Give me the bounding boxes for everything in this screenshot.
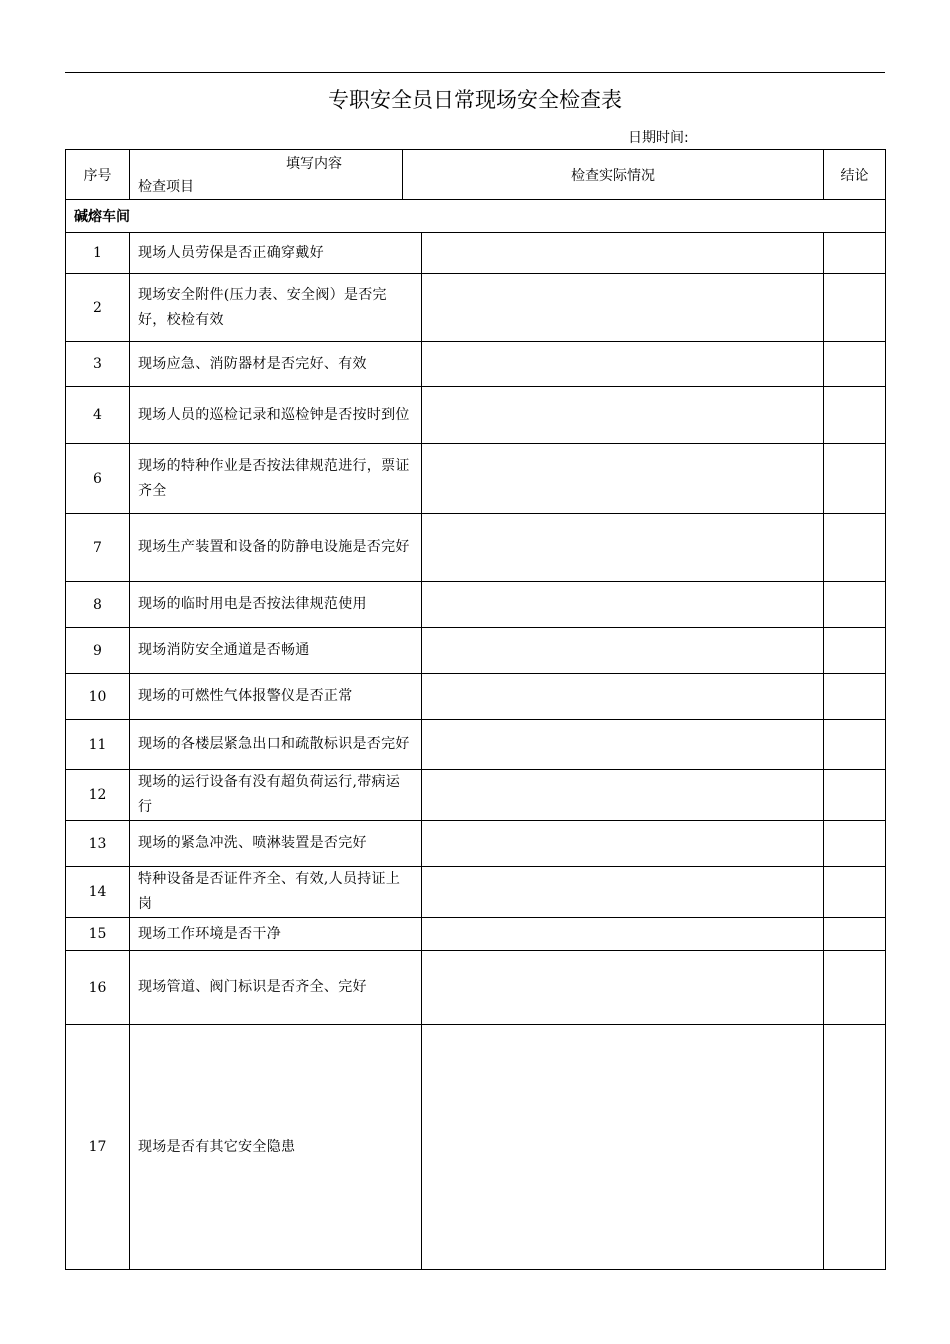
row-item: 现场工作环境是否干净 (130, 918, 422, 951)
row-item: 现场的运行设备有没有超负荷运行,带病运行 (130, 770, 422, 821)
table-row (66, 674, 886, 720)
row-number: 15 (66, 918, 130, 951)
row-number: 11 (66, 720, 130, 770)
conclusion-cell[interactable] (824, 444, 886, 514)
row-item: 现场消防安全通道是否畅通 (130, 628, 422, 674)
row-item: 现场的特种作业是否按法律规范进行，票证齐全 (130, 444, 422, 514)
conclusion-cell[interactable] (824, 951, 886, 1025)
row-number: 3 (66, 342, 130, 387)
row-item: 现场应急、消防器材是否完好、有效 (130, 342, 422, 387)
section-row (66, 200, 886, 233)
row-item: 现场的紧急冲洗、喷淋装置是否完好 (130, 821, 422, 867)
row-number: 4 (66, 387, 130, 444)
conclusion-cell[interactable] (824, 770, 886, 821)
row-item: 现场的可燃性气体报警仪是否正常 (130, 674, 422, 720)
table-row (66, 444, 886, 514)
actual-cell[interactable] (422, 387, 824, 444)
row-item: 现场生产装置和设备的防静电设施是否完好 (130, 514, 422, 582)
conclusion-cell[interactable] (824, 514, 886, 582)
row-number: 6 (66, 444, 130, 514)
table-row (66, 918, 886, 951)
row-item: 现场管道、阀门标识是否齐全、完好 (130, 951, 422, 1025)
table-row (66, 387, 886, 444)
conclusion-cell[interactable] (824, 628, 886, 674)
table-row (66, 1025, 886, 1270)
actual-cell[interactable] (422, 1025, 824, 1270)
inspection-table (65, 149, 886, 1270)
row-item: 现场的各楼层紧急出口和疏散标识是否完好 (130, 720, 422, 770)
actual-cell[interactable] (422, 342, 824, 387)
table-row (66, 720, 886, 770)
page-title: 专职安全员日常现场安全检查表 (328, 88, 622, 112)
conclusion-cell[interactable] (824, 342, 886, 387)
row-item: 现场的临时用电是否按法律规范使用 (130, 582, 422, 628)
header-actual: 检查实际情况 (403, 150, 824, 200)
table-row (66, 233, 886, 274)
conclusion-cell[interactable] (824, 867, 886, 918)
table-row (66, 582, 886, 628)
date-label: 日期时间: (628, 130, 689, 146)
row-number: 10 (66, 674, 130, 720)
row-number: 1 (66, 233, 130, 274)
actual-cell[interactable] (422, 628, 824, 674)
actual-cell[interactable] (422, 821, 824, 867)
table-row (66, 821, 886, 867)
actual-cell[interactable] (422, 582, 824, 628)
conclusion-cell[interactable] (824, 821, 886, 867)
section-title: 碱熔车间 (66, 200, 886, 233)
actual-cell[interactable] (422, 770, 824, 821)
table-row (66, 628, 886, 674)
conclusion-cell[interactable] (824, 720, 886, 770)
actual-cell[interactable] (422, 867, 824, 918)
table-row (66, 951, 886, 1025)
row-number: 12 (66, 770, 130, 821)
header-conclusion: 结论 (824, 150, 886, 200)
row-number: 16 (66, 951, 130, 1025)
row-number: 14 (66, 867, 130, 918)
row-number: 9 (66, 628, 130, 674)
row-item: 特种设备是否证件齐全、有效,人员持证上岗 (130, 867, 422, 918)
header-item-cell (130, 150, 403, 200)
row-number: 2 (66, 274, 130, 342)
conclusion-cell[interactable] (824, 387, 886, 444)
row-number: 13 (66, 821, 130, 867)
actual-cell[interactable] (422, 233, 824, 274)
row-item: 现场是否有其它安全隐患 (130, 1025, 422, 1270)
header-fill-content: 填写内容 (286, 156, 342, 172)
conclusion-cell[interactable] (824, 582, 886, 628)
conclusion-cell[interactable] (824, 1025, 886, 1270)
top-rule (65, 72, 885, 73)
table-row (66, 342, 886, 387)
row-number: 8 (66, 582, 130, 628)
header-seq: 序号 (66, 150, 130, 200)
actual-cell[interactable] (422, 951, 824, 1025)
table-row (66, 867, 886, 918)
conclusion-cell[interactable] (824, 674, 886, 720)
table-row (66, 770, 886, 821)
table-row (66, 274, 886, 342)
header-check-item: 检查项目 (138, 179, 194, 195)
row-item: 现场安全附件(压力表、安全阀）是否完好，校检有效 (130, 274, 422, 342)
actual-cell[interactable] (422, 674, 824, 720)
conclusion-cell[interactable] (824, 274, 886, 342)
row-number: 7 (66, 514, 130, 582)
table-row (66, 514, 886, 582)
actual-cell[interactable] (422, 274, 824, 342)
actual-cell[interactable] (422, 514, 824, 582)
row-number: 17 (66, 1025, 130, 1270)
actual-cell[interactable] (422, 720, 824, 770)
row-item: 现场人员劳保是否正确穿戴好 (130, 233, 422, 274)
conclusion-cell[interactable] (824, 233, 886, 274)
actual-cell[interactable] (422, 918, 824, 951)
conclusion-cell[interactable] (824, 918, 886, 951)
row-item: 现场人员的巡检记录和巡检钟是否按时到位 (130, 387, 422, 444)
header-row (66, 150, 886, 200)
actual-cell[interactable] (422, 444, 824, 514)
